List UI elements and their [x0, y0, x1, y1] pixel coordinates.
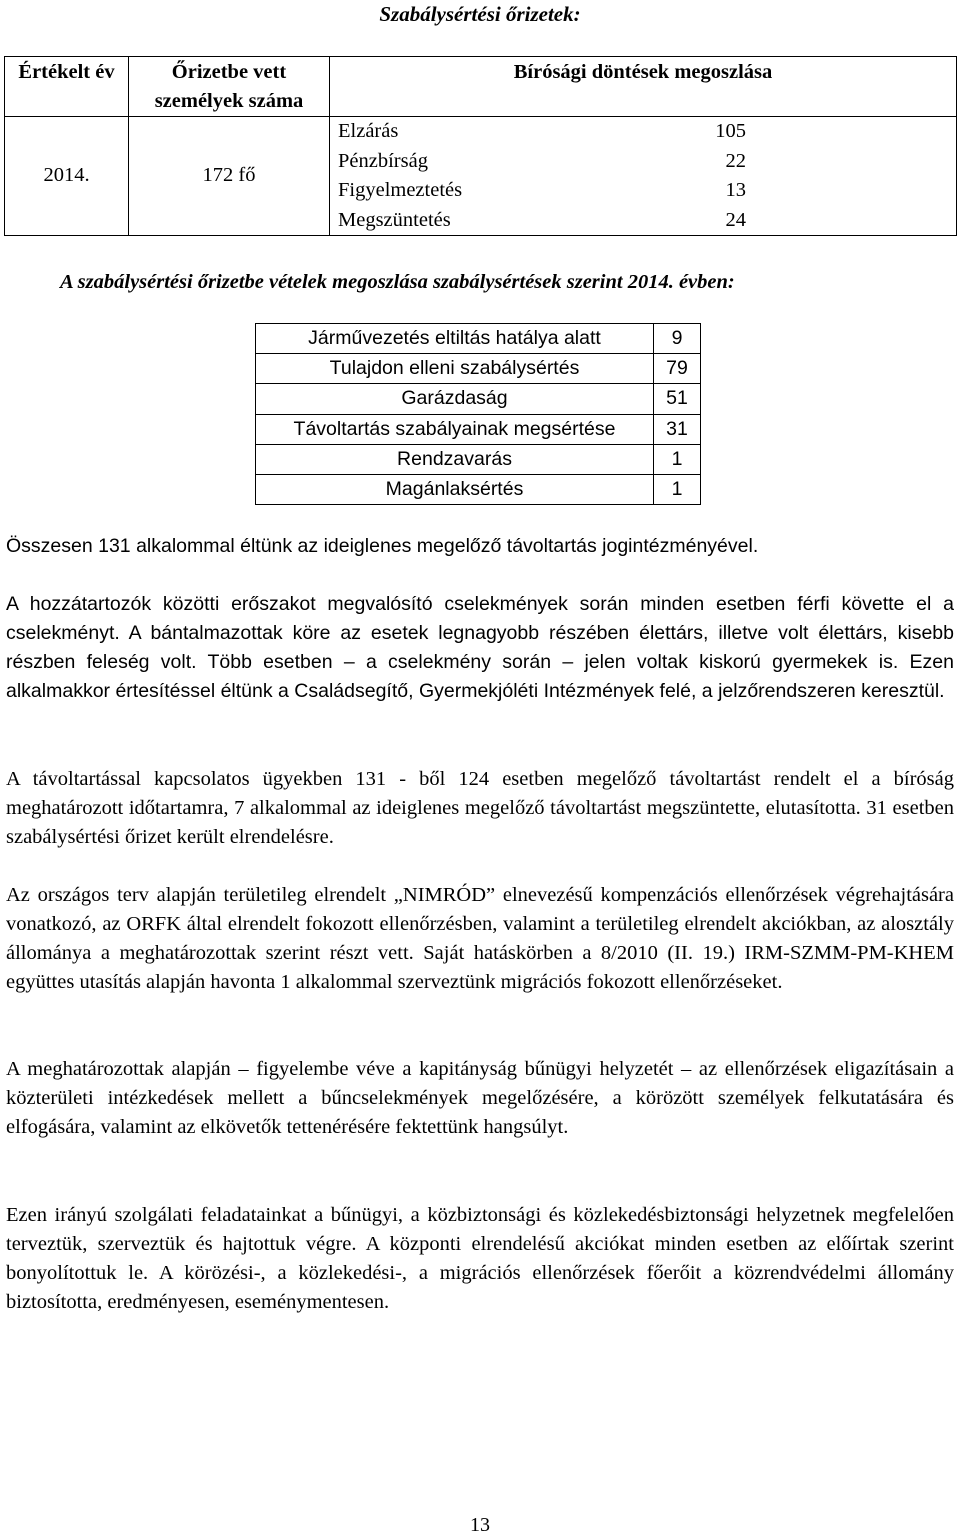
offense-label: Garázdaság	[256, 384, 654, 414]
offense-count: 9	[654, 324, 701, 354]
decision-value: 22	[555, 147, 957, 177]
offense-table	[255, 323, 701, 505]
offense-label: Távoltartás szabályainak megsértése	[256, 414, 654, 444]
offense-count: 51	[654, 384, 701, 414]
decision-label: Figyelmeztetés	[330, 176, 555, 206]
table-row	[256, 444, 701, 474]
decision-label: Megszüntetés	[330, 206, 555, 236]
table-row	[256, 324, 701, 354]
offense-label: Járművezetés eltiltás hatálya alatt	[256, 324, 654, 354]
paragraph-tasks: Ezen irányú szolgálati feladatainkat a bűnügyi, a közbiztonsági és közlekedésbiztonsági helyzetnek megfelelően terveztük, szerveztük és hajtottuk végre. A központi elrendelésű akciókat minden esetben az előírtak szerint bonyolítottuk le. A körözési-, a közlekedési-, a migrációs ellenőrzések főerőit a közrendvédelmi állomány biztosította, eredményesen, eseménymentesen.	[6, 1204, 954, 1313]
cell-year: 2014.	[5, 117, 129, 236]
offense-label: Rendzavarás	[256, 444, 654, 474]
heading-detention: Szabálysértési őrizetek:	[379, 2, 581, 26]
offense-label: Magánlaksértés	[256, 475, 654, 505]
paragraph-nimrod: Az országos terv alapján területileg elrendelt „NIMRÓD” elnevezésű kompenzációs ellenőrzések végrehajtására vonatkozó, az ORFK által elrendelt fokozott ellenőrzésben, valamint a területileg elrendelt akciókban, az alosztály állománya a meghatározottak szerint részt vett. Saját hatáskörben a 8/2010 (II. 19.) IRM-SZMM-PM-KHEM együttes utasítás alapján havonta 1 alkalommal szerveztünk migrációs fokozott ellenőrzéseket.	[6, 884, 954, 993]
page-number: 13	[470, 1514, 490, 1536]
paragraph-restraining: A távoltartással kapcsolatos ügyekben 131 - ből 124 esetben megelőző távoltartást rendelt el a bíróság meghatározott időtartamra, 7 alkalommal az ideiglenes megelőző távoltartást megszüntette, elutasította. 31 esetben szabálysértési őrizet került elrendelésre.	[6, 768, 954, 848]
decision-label: Pénzbírság	[330, 147, 555, 177]
decision-value: 105	[555, 117, 957, 147]
cell-persons: 172 fő	[129, 117, 330, 236]
header-year: Értékelt év	[5, 57, 129, 117]
decision-value: 24	[555, 206, 957, 236]
paragraph-domestic-violence: A hozzátartozók közötti erőszakot megvalósító cselekmények során minden esetben férfi követte el a cselekményt. A bántalmazottak köre az esetek legnagyobb részében élettárs, illetve volt élettárs, kisebb részben feleség volt. Több esetben – a cselekmény során – jelen voltak kiskorú gyermekek is. Ezen alkalmakkor értesítéssel éltünk a Családsegítő, Gyermekjóléti Intézmények felé, a jelzőrendszeren keresztül.	[6, 593, 954, 702]
table-row	[256, 384, 701, 414]
offense-count: 1	[654, 444, 701, 474]
table-row	[256, 354, 701, 384]
paragraph-summary: Összesen 131 alkalommal éltünk az ideiglenes megelőző távoltartás jogintézményével.	[6, 535, 759, 557]
offense-count: 31	[654, 414, 701, 444]
table-row	[256, 475, 701, 505]
table-row	[256, 414, 701, 444]
paragraph-priorities: A meghatározottak alapján – figyelembe véve a kapitányság bűnügyi helyzetét – az ellenőrzések eligazításain a közterületi intézkedések mellett a bűncselekmények megelőzésére, a körözött személyek felkutatására és elfogására, valamint az elkövetők tettenérésére fektettünk hangsúlyt.	[6, 1058, 954, 1138]
heading-distribution: A szabálysértési őrizetbe vételek megoszlása szabálysértések szerint 2014. évben:	[60, 271, 735, 293]
detention-table	[4, 56, 957, 236]
header-persons: Őrizetbe vett személyek száma	[129, 57, 330, 117]
header-decisions: Bírósági döntések megoszlása	[330, 57, 957, 117]
offense-count: 1	[654, 475, 701, 505]
decision-label: Elzárás	[330, 117, 555, 147]
decision-value: 13	[555, 176, 957, 206]
offense-count: 79	[654, 354, 701, 384]
offense-label: Tulajdon elleni szabálysértés	[256, 354, 654, 384]
